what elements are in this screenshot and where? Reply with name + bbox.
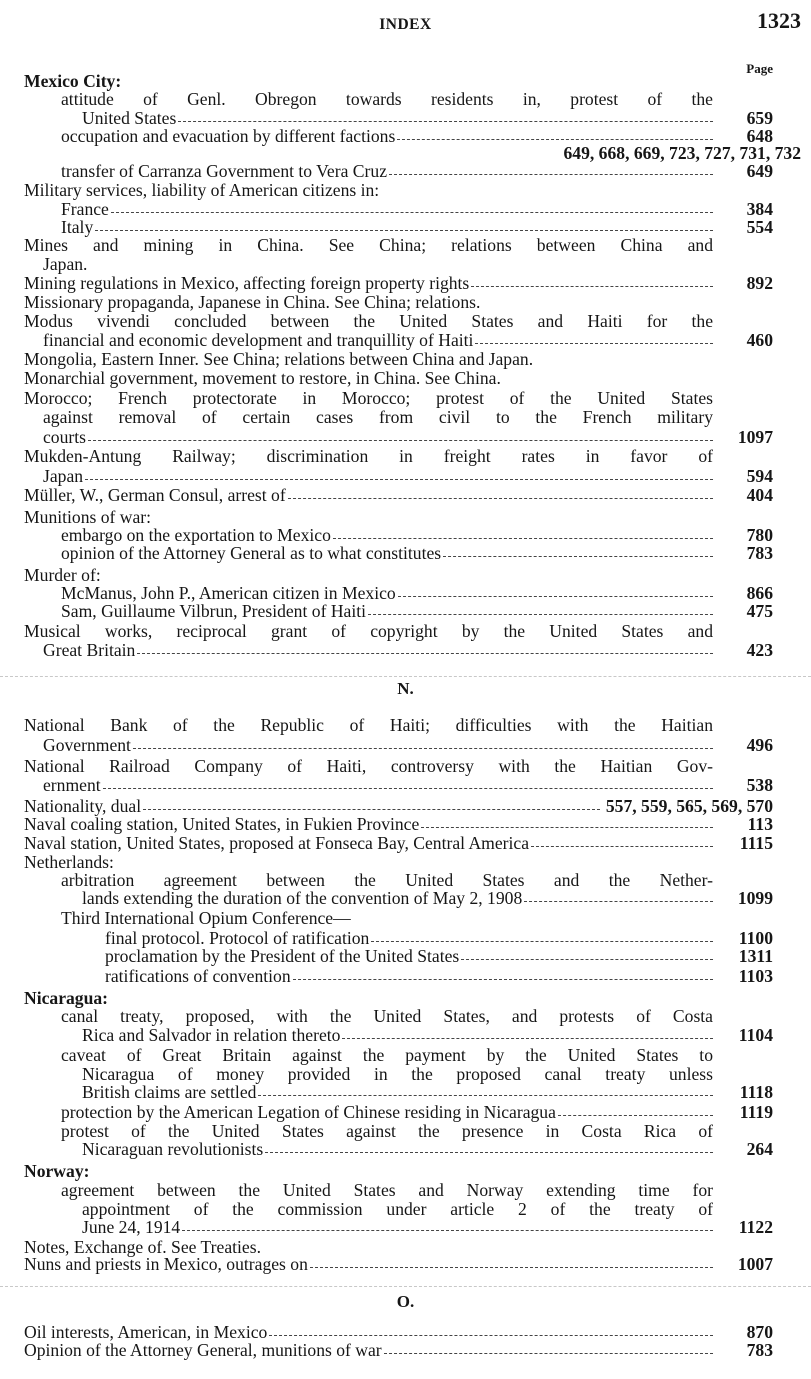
- entry-text: Naval coaling station, United States, in Fukien Province: [24, 814, 420, 834]
- dot-leader: [398, 596, 713, 597]
- index-entry-line: [0, 1181, 811, 1200]
- page-reference: 1103: [738, 966, 773, 986]
- entry-text: Opinion of the Attorney General, munitions of war: [24, 1340, 382, 1360]
- index-entry-line: [0, 408, 811, 427]
- dot-leader: [368, 614, 713, 615]
- entry-text: United States: [82, 108, 177, 128]
- index-entry-line: [0, 331, 811, 350]
- entry-text: Nicaragua:: [24, 988, 109, 1008]
- entry-text: Netherlands:: [24, 852, 114, 872]
- entry-text: Monarchial government, movement to restore, in China. See China.: [24, 368, 501, 388]
- page-reference: 1118: [739, 1082, 773, 1102]
- dot-leader: [384, 1353, 713, 1354]
- dot-leader: [397, 139, 713, 140]
- index-entry-line: [0, 236, 811, 255]
- page-reference: 460: [746, 330, 773, 350]
- entry-text: protection by the American Legation of Chinese residing in Nicaragua: [61, 1102, 556, 1122]
- index-entry-line: [0, 1007, 811, 1026]
- index-entry-line: [0, 716, 811, 735]
- page-reference: 648: [746, 126, 773, 146]
- index-entry-line: [0, 815, 811, 834]
- dot-leader: [461, 959, 713, 960]
- entry-text: Missionary propaganda, Japanese in China. See China; relations.: [24, 292, 481, 312]
- entry-text: against removal of certain cases from civil to the French military: [43, 407, 713, 427]
- page-reference: 404: [746, 485, 773, 505]
- dot-leader: [310, 1267, 713, 1268]
- entry-text: Müller, W., German Consul, arrest of: [24, 485, 286, 505]
- dot-leader: [111, 212, 713, 213]
- dot-leader: [133, 748, 713, 749]
- entry-text: Mines and mining in China. See China; relations between China and: [24, 235, 713, 255]
- section-rule: [0, 1286, 811, 1287]
- entry-text: Government: [43, 735, 131, 755]
- dot-leader: [471, 286, 713, 287]
- entry-text: ernment: [43, 775, 101, 795]
- index-entry-line: [0, 486, 811, 505]
- page-reference: 866: [746, 583, 773, 603]
- page-reference: 1097: [737, 427, 773, 447]
- entry-text: National Bank of the Republic of Haiti; difficulties with the Haitian: [24, 715, 713, 735]
- dot-leader: [293, 979, 713, 980]
- entry-text: Modus vivendi concluded between the United States and Haiti for the: [24, 311, 713, 331]
- entry-text: appointment of the commission under article 2 of the treaty of: [82, 1199, 713, 1219]
- entry-text: British claims are settled: [82, 1082, 257, 1102]
- entry-text: courts: [43, 427, 86, 447]
- entry-text: ratifications of convention: [105, 966, 291, 986]
- dot-leader: [342, 1038, 713, 1039]
- dot-leader: [288, 498, 713, 499]
- index-entry-line: [0, 889, 811, 908]
- dot-leader: [88, 440, 713, 441]
- entry-text: Mexico City:: [24, 71, 122, 91]
- dot-leader: [258, 1095, 713, 1096]
- page-reference: 264: [746, 1139, 773, 1159]
- page-reference: 1104: [738, 1025, 773, 1045]
- dot-leader: [182, 1230, 713, 1231]
- entry-text: final protocol. Protocol of ratification: [105, 928, 370, 948]
- entry-text: arbitration agreement between the United States and the Nether-: [61, 870, 713, 890]
- entry-text: Morocco; French protectorate in Morocco; protest of the United States: [24, 388, 713, 408]
- page-reference: 783: [746, 1340, 773, 1360]
- index-entry-line: [0, 1046, 811, 1065]
- page-number: 1323: [757, 8, 801, 33]
- page-reference: 780: [746, 525, 773, 545]
- index-entry-line: [0, 1140, 811, 1159]
- index-entry-line: [0, 200, 811, 219]
- entry-text: Musical works, reciprocal grant of copyright by the United States and: [24, 621, 713, 641]
- index-entry-line: [0, 776, 811, 795]
- entry-text: Murder of:: [24, 565, 101, 585]
- entry-text: Norway:: [24, 1161, 90, 1181]
- entry-text: June 24, 1914: [82, 1217, 181, 1237]
- index-entry-line: [0, 1083, 811, 1102]
- entry-text: Japan.: [43, 254, 88, 274]
- entry-text: Sam, Guillaume Vilbrun, President of Haiti: [61, 601, 367, 621]
- entry-text: caveat of Great Britain against the payment by the United States to: [61, 1045, 713, 1065]
- dot-leader: [443, 556, 713, 557]
- dot-leader: [558, 1115, 713, 1116]
- index-entry-line: [0, 967, 811, 986]
- entry-text: Notes, Exchange of. See Treaties.: [24, 1237, 261, 1257]
- entry-text: proclamation by the President of the United States: [105, 946, 460, 966]
- dot-leader: [103, 788, 713, 789]
- index-entry-line: [0, 1026, 811, 1045]
- entry-text: National Railroad Company of Haiti, controversy with the Haitian Gov-: [24, 756, 713, 776]
- dot-leader: [421, 827, 713, 828]
- page-reference: 496: [746, 735, 773, 755]
- page-reference: 1100: [738, 928, 773, 948]
- entry-text: opinion of the Attorney General as to what constitutes: [61, 543, 442, 563]
- page-reference: 594: [746, 466, 773, 486]
- entry-text: Mongolia, Eastern Inner. See China; relations between China and Japan.: [24, 349, 534, 369]
- dot-leader: [85, 479, 713, 480]
- page-reference: 870: [746, 1322, 773, 1342]
- index-entry-line: [0, 369, 811, 388]
- page-reference: 384: [746, 199, 773, 219]
- index-entry-line: [0, 641, 811, 660]
- index-entry-line: [0, 909, 811, 928]
- index-entry-line: [0, 1162, 811, 1181]
- entry-text: Military services, liability of American citizens in:: [24, 180, 380, 200]
- index-entry-line: [0, 1341, 811, 1360]
- page-reference: 649: [746, 161, 773, 181]
- index-entry-line: [0, 447, 811, 466]
- index-entry-line: [0, 736, 811, 755]
- entry-text: transfer of Carranza Government to Vera Cruz: [61, 161, 387, 181]
- index-entry-line: [0, 467, 811, 486]
- page-reference: 659: [746, 108, 773, 128]
- index-entry-line: [0, 1103, 811, 1122]
- entry-text: Japan: [43, 466, 84, 486]
- index-entry-line: [0, 947, 811, 966]
- page-column-label: Page: [746, 61, 773, 76]
- page-reference: 1311: [738, 946, 773, 966]
- entry-text: Mukden-Antung Railway; discrimination in freight rates in favor of: [24, 446, 713, 466]
- entry-text: Munitions of war:: [24, 507, 152, 527]
- entry-text: Mining regulations in Mexico, affecting foreign property rights: [24, 273, 470, 293]
- page-reference: 649, 668, 669, 723, 727, 731, 732: [563, 143, 801, 163]
- entry-text: Nicaraguan revolutionists: [82, 1139, 264, 1159]
- index-entry-line: [0, 757, 811, 776]
- section-heading-n: N.: [397, 679, 414, 698]
- entry-text: Nuns and priests in Mexico, outrages on: [24, 1254, 308, 1274]
- section-rule: [0, 676, 811, 677]
- entry-text: Nationality, dual: [24, 796, 142, 816]
- entry-text: Rica and Salvador in relation thereto: [82, 1025, 341, 1045]
- entry-text: attitude of Genl. Obregon towards residents in, protest of the: [61, 89, 713, 109]
- index-entry-line: [0, 350, 811, 369]
- index-entry-line: [0, 181, 811, 200]
- dot-leader: [475, 343, 713, 344]
- page-reference: 783: [746, 543, 773, 563]
- entry-text: Great Britain: [43, 640, 136, 660]
- page-reference: 1122: [738, 1217, 773, 1237]
- index-entry-line: [0, 312, 811, 331]
- dot-leader: [137, 653, 713, 654]
- index-entry-line: [0, 389, 811, 408]
- index-entry-line: [0, 293, 811, 312]
- page-reference: 554: [746, 217, 773, 237]
- page-reference: 1115: [739, 833, 773, 853]
- entry-text: Third International Opium Conference—: [61, 908, 351, 928]
- page-reference: 113: [747, 814, 773, 834]
- dot-leader: [265, 1152, 713, 1153]
- entry-text: lands extending the duration of the convention of May 2, 1908: [82, 888, 523, 908]
- index-entry-line: [0, 255, 811, 274]
- dot-leader: [531, 846, 713, 847]
- page-reference: 892: [746, 273, 773, 293]
- entry-text: agreement between the United States and Norway extending time for: [61, 1180, 713, 1200]
- page-reference: 475: [746, 601, 773, 621]
- entry-text: financial and economic development and tranquillity of Haiti: [43, 330, 474, 350]
- entry-text: protest of the United States against the presence in Costa Rica of: [61, 1121, 713, 1141]
- dot-leader: [143, 809, 600, 810]
- page-reference: 538: [746, 775, 773, 795]
- entry-text: Naval station, United States, proposed at Fonseca Bay, Central America: [24, 833, 530, 853]
- index-entry-line: [0, 274, 811, 293]
- index-entry-line: [0, 428, 811, 447]
- entry-text: embargo on the exportation to Mexico: [61, 525, 331, 545]
- entry-text: Italy: [61, 217, 94, 237]
- entry-text: canal treaty, proposed, with the United States, and protests of Costa: [61, 1006, 713, 1026]
- index-entry-line: [0, 622, 811, 641]
- entry-text: France: [61, 199, 109, 219]
- section-heading-o: O.: [396, 1292, 415, 1311]
- index-entry-line: [0, 162, 811, 181]
- index-entry-line: [0, 602, 811, 621]
- page-reference: 423: [746, 640, 773, 660]
- index-entry-line: [0, 834, 811, 853]
- running-head-title: INDEX: [379, 16, 432, 33]
- dot-leader: [524, 901, 713, 902]
- index-entry-line: [0, 544, 811, 563]
- dot-leader: [333, 538, 713, 539]
- entry-text: occupation and evacuation by different factions: [61, 126, 396, 146]
- page-reference: 1007: [737, 1254, 773, 1274]
- dot-leader: [95, 230, 713, 231]
- dot-leader: [371, 941, 713, 942]
- index-entry-line: [0, 90, 811, 109]
- entry-text: Oil interests, American, in Mexico: [24, 1322, 268, 1342]
- index-entry-line: [0, 1255, 811, 1274]
- page-reference: 1099: [737, 888, 773, 908]
- entry-text: Nicaragua of money provided in the proposed canal treaty unless: [82, 1064, 713, 1084]
- page-reference: 1119: [739, 1102, 773, 1122]
- page-reference: 557, 559, 565, 569, 570: [605, 796, 773, 816]
- dot-leader: [178, 121, 713, 122]
- index-entry-line: [0, 1218, 811, 1237]
- dot-leader: [389, 174, 713, 175]
- entry-text: McManus, John P., American citizen in Mexico: [61, 583, 396, 603]
- dot-leader: [269, 1335, 713, 1336]
